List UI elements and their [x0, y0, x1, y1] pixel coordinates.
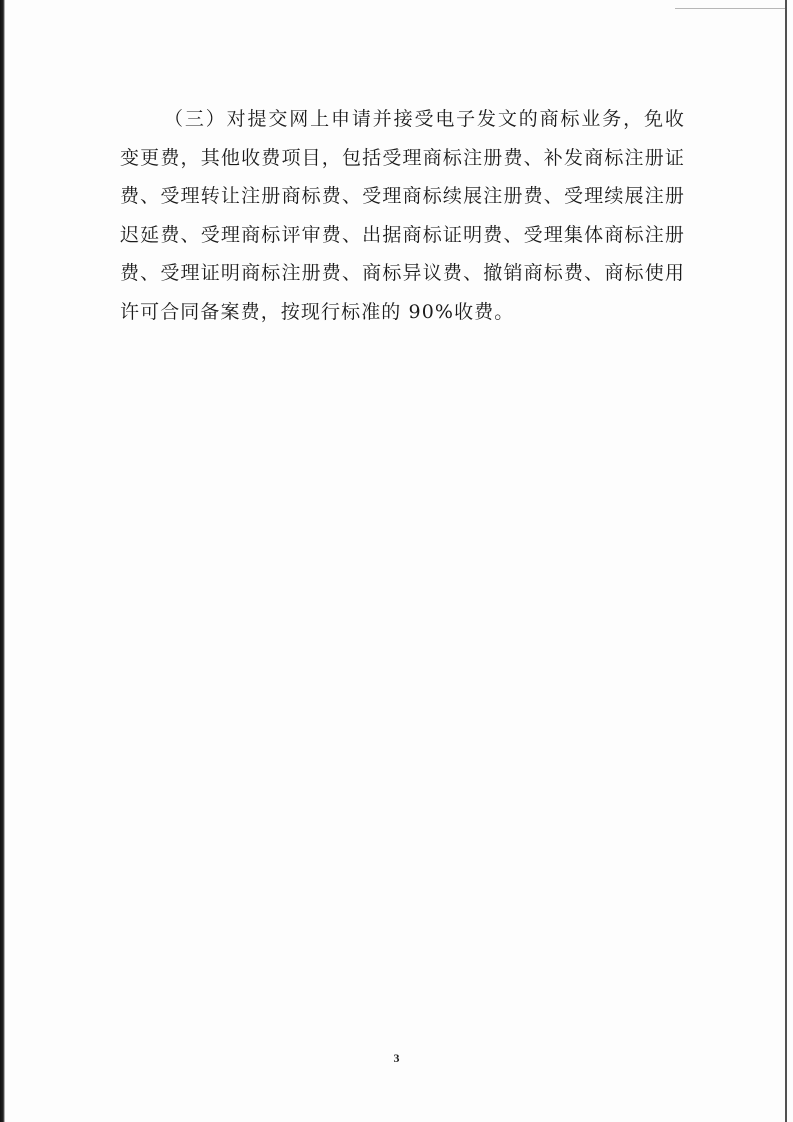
body-paragraph: （三）对提交网上申请并接受电子发文的商标业务，免收变更费，其他收费项目，包括受理商标注册费、补发商标注册证费、受理转让注册商标费、受理商标续展注册费、受理续展注册迟延费、受理商标评审费、出据商标证明费、受理集体商标注册费、受理证明商标注册费、商标异议费、撤销商标费、商标使用许可合同备案费，按现行标准的 90%收费。 [120, 108, 685, 323]
scan-right-edge [785, 0, 787, 1122]
scan-left-edge [0, 0, 5, 1122]
scan-top-mark [675, 8, 785, 9]
page-number: 3 [393, 1051, 400, 1065]
